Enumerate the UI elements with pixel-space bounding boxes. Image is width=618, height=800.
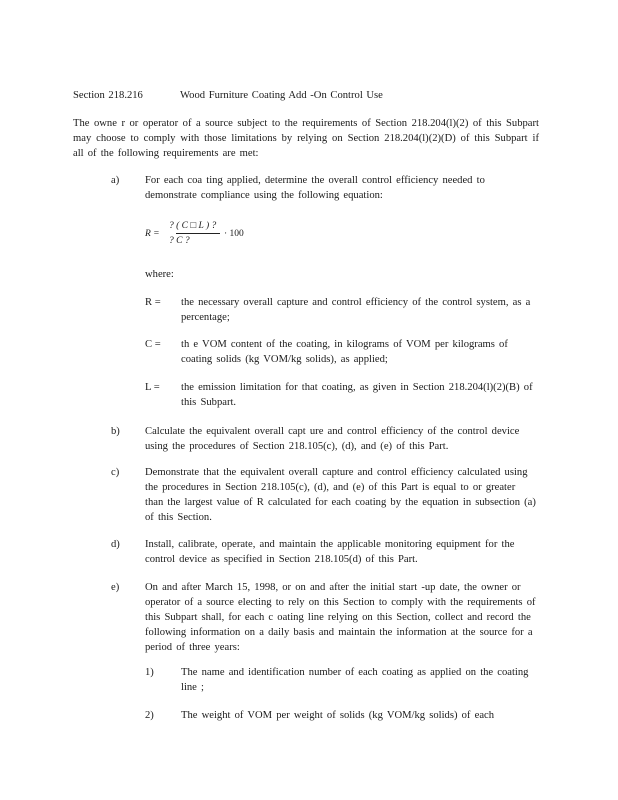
- definition-text: the emission limitation for that coating, as given in Section 218.204(l)(2)(B) of this Subpart.: [181, 382, 533, 408]
- section-number: Section 218.216: [73, 90, 143, 101]
- definition-term: C =: [145, 339, 161, 350]
- definition-text: the necessary overall capture and control efficiency of the control system, as a percentage;: [181, 297, 531, 323]
- intro-paragraph: The owne r or operator of a source subject to the requirements of Section 218.204(l)(2) of this Subpart may choose to comply with those limitations by relying on Section 218.204(l)(2)(D) of this Subpart if all of the following requirements are met:: [73, 118, 539, 159]
- item-b-text: Calculate the equivalent overall capt ure and control efficiency of the control device using the procedures of Section 218.105(c), (d), and (e) of this Part.: [145, 426, 520, 452]
- item-a-letter: a): [111, 175, 120, 186]
- compliance-equation: [145, 219, 255, 249]
- equation-lhs: R =: [145, 229, 160, 239]
- section-heading: [73, 88, 383, 103]
- item-a-text: For each coa ting applied, determine the overall control efficiency needed to demonstrate compliance using the following equation:: [145, 175, 485, 201]
- subitem-text: The name and identification number of each coating as applied on the coating line ;: [181, 667, 529, 693]
- item-c-text: Demonstrate that the equivalent overall capture and control efficiency calculated using the procedures in Section 218.105(c), (d), and (e) of this Part is equal to or greater than the largest value of R calculated for each coating by the equation in subsection (a) of this Section.: [145, 467, 536, 523]
- item-e-text: On and after March 15, 1998, or on and after the initial start -up date, the owner or operator of a source electing to rely on this Section to comply with the requirements of this Subpart shall, for each c oating line relying on this Section, collect and record the following information on a daily basis and maintain the information at the source for a period of three years:: [145, 582, 536, 653]
- item-c-letter: c): [111, 467, 120, 478]
- equation-numerator: ? ( C □ L ) ?: [169, 221, 217, 231]
- equation-denominator: ? C ?: [169, 236, 190, 246]
- where-label: where:: [145, 269, 174, 280]
- item-e-letter: e): [111, 582, 120, 593]
- subitem-text: The weight of VOM per weight of solids (kg VOM/kg solids) of each: [181, 710, 495, 721]
- item-d-letter: d): [111, 539, 120, 550]
- item-d-text: Install, calibrate, operate, and maintain the applicable monitoring equipment for the control device as specified in Section 218.105(d) of this Part.: [145, 539, 515, 565]
- subitem-number: 1): [145, 667, 154, 678]
- definition-text: th e VOM content of the coating, in kilograms of VOM per kilograms of coating solids (kg VOM/kg solids), as applied;: [181, 339, 508, 365]
- item-b-letter: b): [111, 426, 120, 437]
- subitem-number: 2): [145, 710, 154, 721]
- definition-term: R =: [145, 297, 161, 308]
- equation-multiplier: · 100: [224, 229, 244, 239]
- definition-term: L =: [145, 382, 160, 393]
- section-title: Wood Furniture Coating Add -On Control Use: [180, 90, 383, 101]
